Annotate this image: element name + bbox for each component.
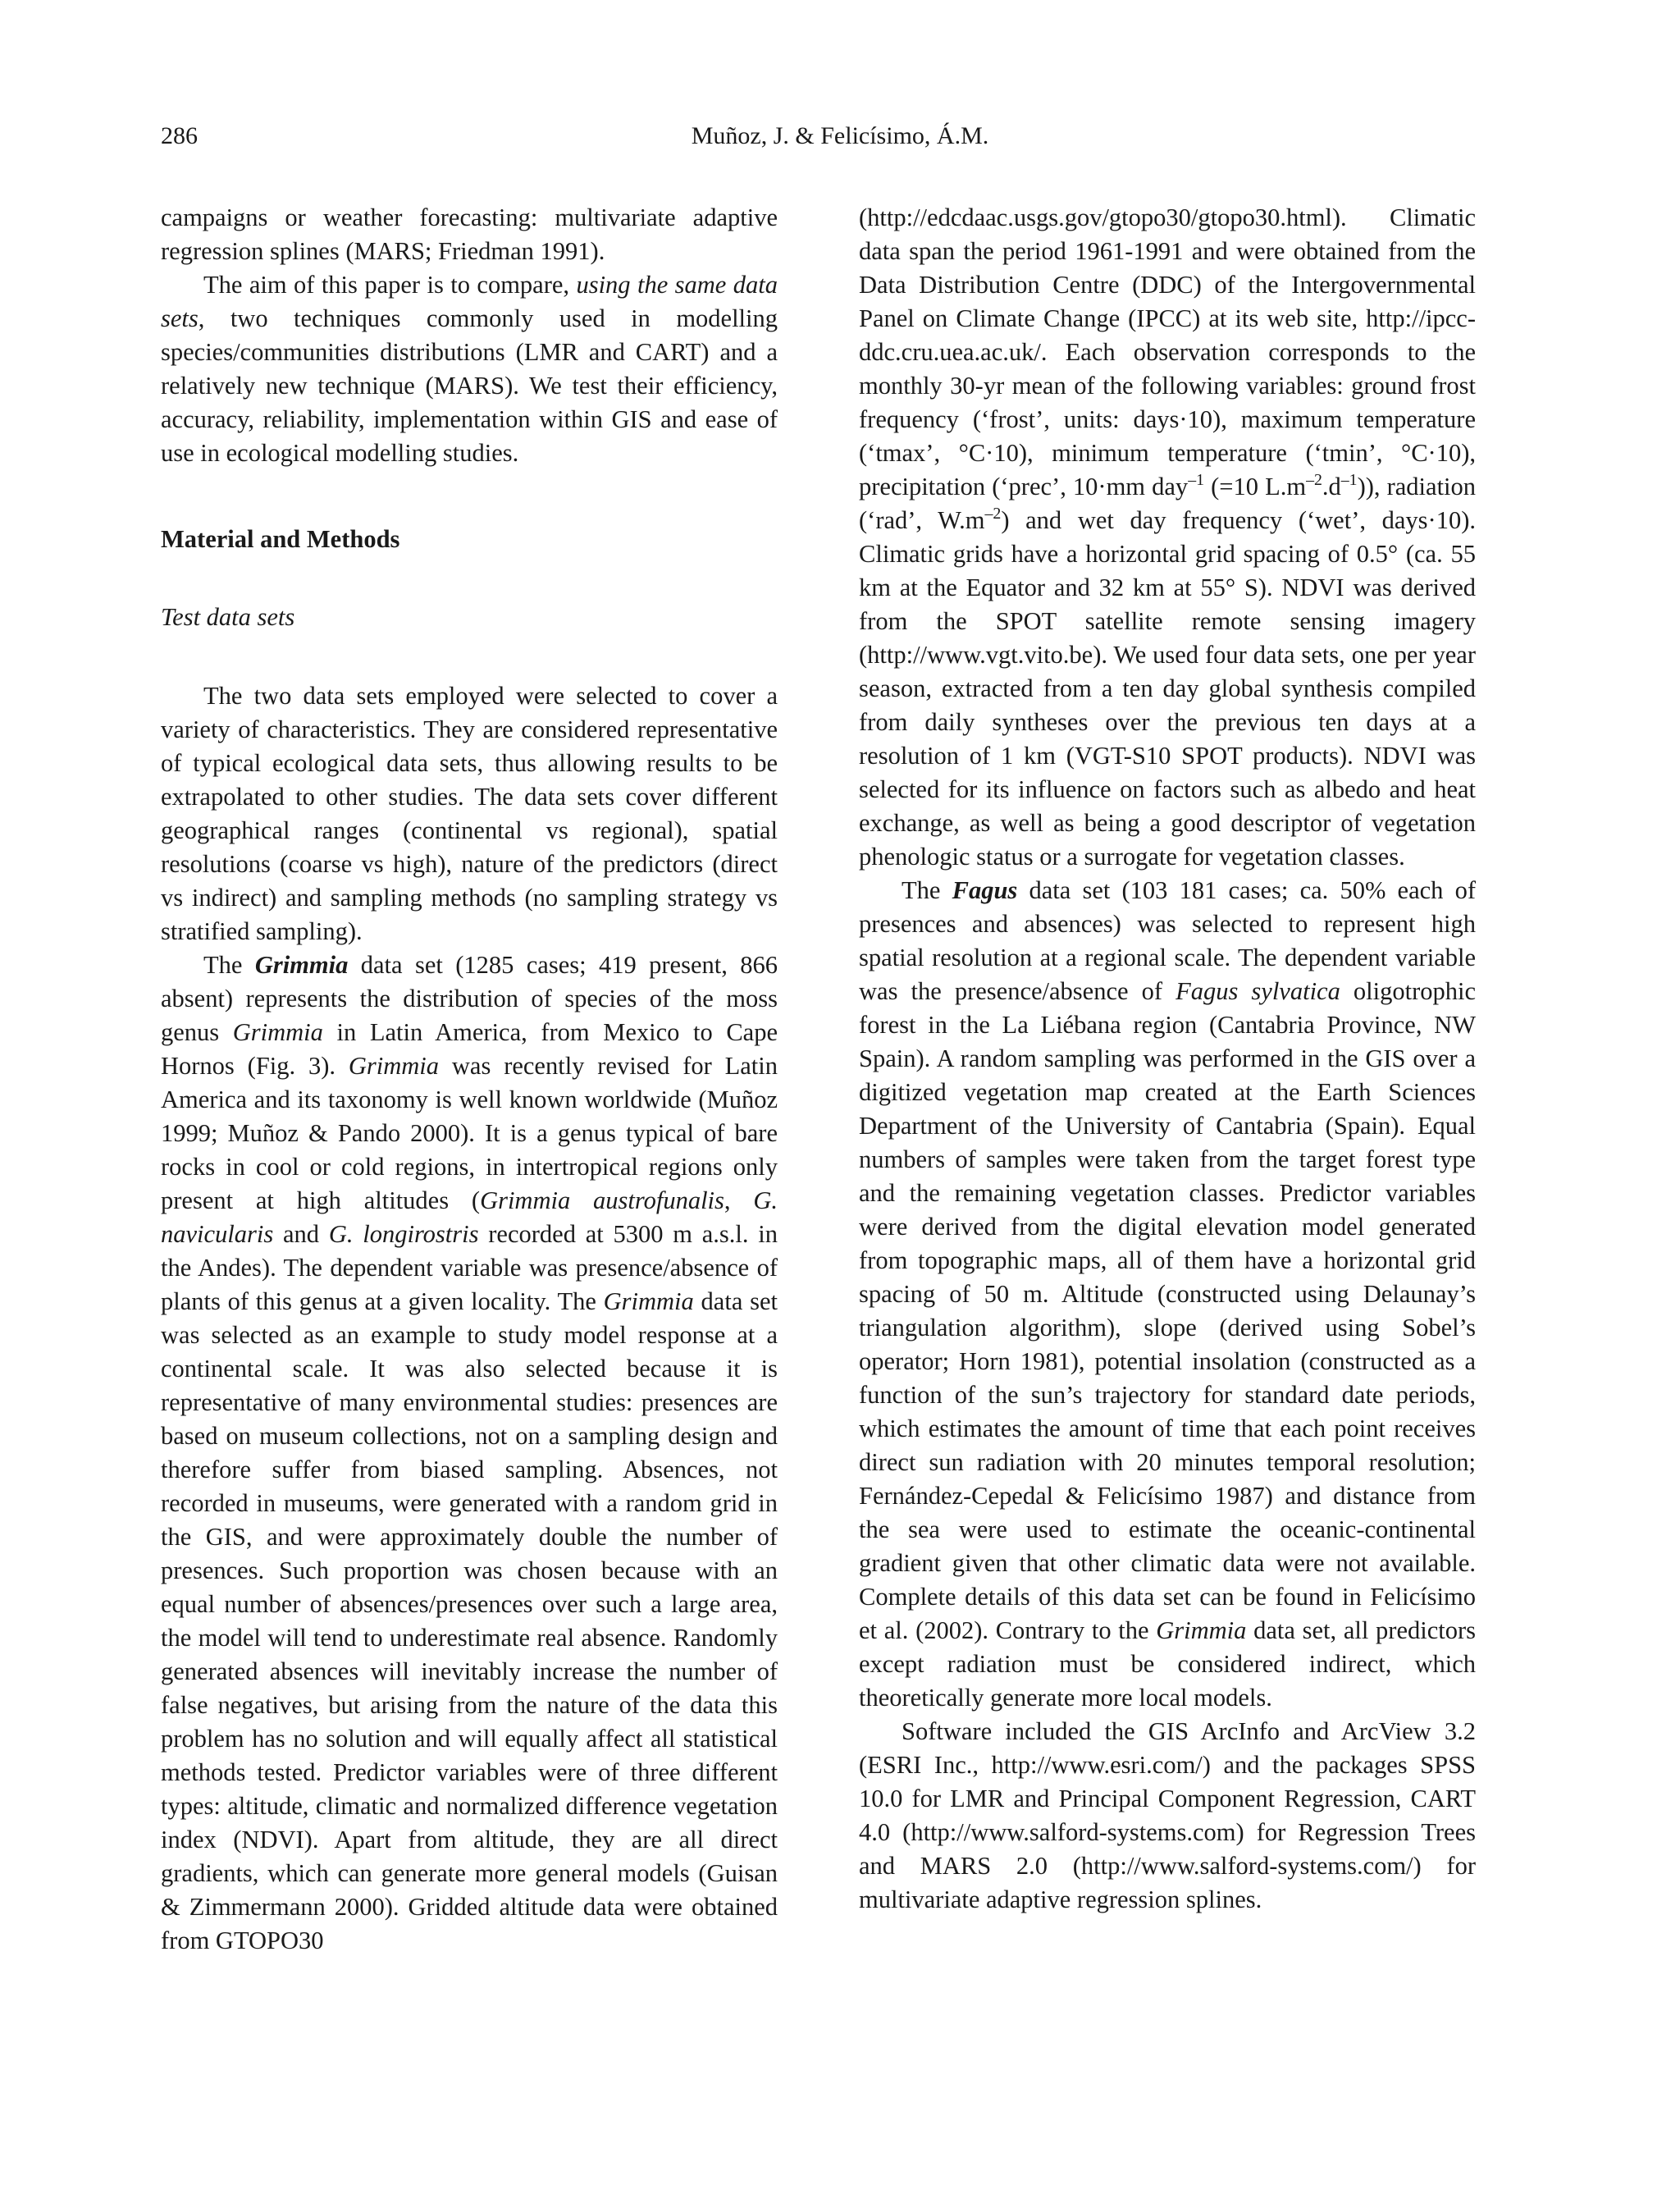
- intro-paragraph-2: The aim of this paper is to compare, using the same data sets, two techniques commonly used in modelling species/communities distributions (LMR and CART) and a relatively new technique (MARS). We test their efficiency, accuracy, reliability, implementation within GIS and ease of use in ecological modelling studies.: [161, 271, 778, 467]
- climate-paragraph: (http://edcdaac.usgs.gov/gtopo30/gtopo30.html). Climatic data span the period 1961-1991 and were obtained from the Data Distribution Centre (DDC) of the Intergovernmental Panel on Climate Change (IPCC) at its web site, http://ipcc-ddc.cru.uea.ac.uk/. Each observation corresponds to the monthly 30-yr mean of the following variables: ground frost frequency (‘frost’, units: days·10), maximum temperature (‘tmax’, °C·10), minimum temperature (‘tmin’, °C·10), precipitation (‘prec’, 10·mm day$^{-1}$ (=10 $L.m^{-2}.d^{-1}$)), radiation (‘rad’, $W.m^{-2}$) and wet day frequency (‘wet’, days·10). Climatic grids have a horizontal grid spacing of 0.5° (ca. 55 km at the Equator and 32 km at 55° S). NDVI was derived from the SPOT satellite remote sensing imagery (http://www.vgt.vito.be). We used four data sets, one per year season, extracted from a ten day global synthesis compiled from daily syntheses over the previous ten days at a resolution of 1 km (VGT-S10 SPOT products). NDVI was selected for its influence on factors such as albedo and heat exchange, as well as being a good descriptor of vegetation phenologic status or a surrogate for vegetation classes.: [859, 203, 1477, 871]
- page-number: 286: [161, 122, 198, 149]
- grimmia-paragraph: The Grimmia data set (1285 cases; 419 present, 866 absent) represents the distribution of species of the moss genus Grimmia in Latin America, from Mexico to Cape Hornos (Fig. 3). Grimmia was recently revised for Latin America and its taxonomy is well known worldwide (Muñoz 1999; Muñoz & Pando 2000). It is a genus typical of bare rocks in cool or cold regions, in intertropical regions only present at high altitudes (Grimmia austrofunalis, G. navicularis and G. longirostris recorded at 5300 m a.s.l. in the Andes). The dependent variable was presence/absence of plants of this genus at a given locality. The Grimmia data set was selected as an example to study model response at a continental scale. It was also selected because it is representative of many environmental studies: presences are based on museum collections, not on a sampling design and therefore suffer from biased sampling. Absences, not recorded in museums, were generated with a random grid in the GIS, and were approximately double the number of presences. Such proportion was chosen because with an equal number of absences/presences over such a large area, the model will tend to underestimate real absence. Randomly generated absences will inevitably increase the number of false negatives, but arising from the nature of the data this problem has no solution and will equally affect all statistical methods tested. Predictor variables were of three different types: altitude, climatic and normalized difference vegetation index (NDVI). Apart from altitude, they are all direct gradients, which can generate more general models (Guisan & Zimmermann 2000). Gridded altitude data were obtained from GTOPO30: [161, 951, 778, 1954]
- section-heading: Material and Methods: [161, 525, 400, 553]
- fagus-paragraph: The Fagus data set (103 181 cases; ca. 50% each of presences and absences) was selected to represent high spatial resolution at a regional scale. The dependent variable was the presence/absence of Fagus sylvatica oligotrophic forest in the La Liébana region (Cantabria Province, NW Spain). A random sampling was performed in the GIS over a digitized vegetation map created at the Earth Sciences Department of the University of Cantabria (Spain). Equal numbers of samples were taken from the target forest type and the remaining vegetation classes. Predictor variables were derived from the digital elevation model generated from topographic maps, all of them have a horizontal grid spacing of 50 m. Altitude (constructed using Delaunay’s triangulation algorithm), slope (derived using Sobel’s operator; Horn 1981), potential insolation (constructed as a function of the sun’s trajectory for standard date periods, which estimates the amount of time that each point receives direct sun radiation with 20 minutes temporal resolution; Fernández-Cepedal & Felicísimo 1987) and distance from the sea were used to estimate the oceanic-continental gradient given that other climatic data were not available. Complete details of this data set can be found in Felicísimo et al. (2002). Contrary to the Grimmia data set, all predictors except radiation must be considered indirect, which theoretically generate more local models.: [859, 876, 1476, 1712]
- left-column: [161, 201, 778, 1958]
- subsection-heading: Test data sets: [161, 603, 295, 631]
- datasets-paragraph: The two data sets employed were selected to cover a variety of characteristics. They are considered representative of typical ecological data sets, thus allowing results to be extrapolated to other studies. The data sets cover different geographical ranges (continental vs regional), spatial resolutions (coarse vs high), nature of the predictors (direct vs indirect) and sampling methods (no sampling strategy vs stratified sampling).: [161, 682, 778, 945]
- running-title: Muñoz, J. & Felicísimo, Á.M.: [691, 122, 989, 149]
- right-column: [859, 201, 1476, 1917]
- software-paragraph: Software included the GIS ArcInfo and ArcView 3.2 (ESRI Inc., http://www.esri.com/) and the packages SPSS 10.0 for LMR and Principal Component Regression, CART 4.0 (http://www.salford-systems.com) for Regression Trees and MARS 2.0 (http://www.salford-systems.com/) for multivariate adaptive regression splines.: [859, 1717, 1476, 1913]
- intro-paragraph-1: campaigns or weather forecasting: multivariate adaptive regression splines (MARS; Friedman 1991).: [161, 203, 778, 265]
